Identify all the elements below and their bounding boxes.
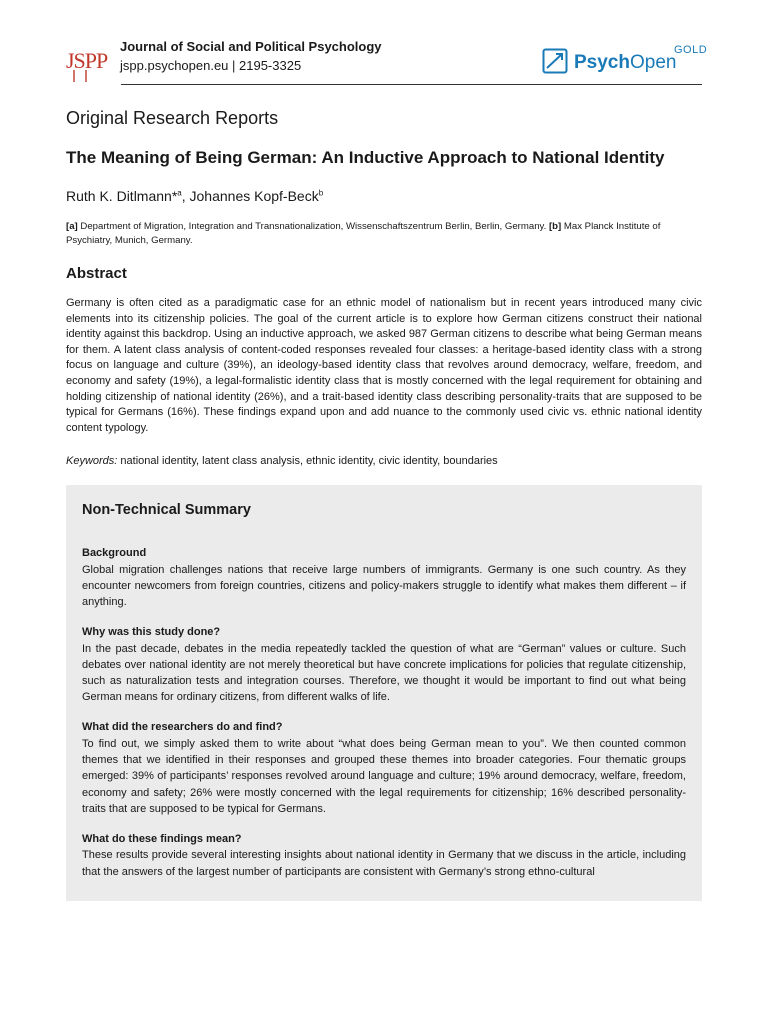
summary-section bbox=[82, 546, 686, 610]
summary-section-heading: What did the researchers do and find? bbox=[82, 721, 283, 734]
affiliations bbox=[66, 220, 702, 248]
journal-title[interactable]: Journal of Social and Political Psychology bbox=[120, 39, 382, 54]
summary-title: Non-Technical Summary bbox=[82, 502, 251, 518]
author-2-affil-mark: b bbox=[318, 188, 324, 198]
summary-section bbox=[82, 720, 686, 817]
summary-section-text: To find out, we simply asked them to write about “what does being German mean to you”. We then counted common themes that we identified in their responses and grouped these themes into broader categories. Four thematic groups emerged: 39% of participants’ responses revolved around language and culture; 19% around democracy, welfare, freedom, economy and safety; 26% were mostly concerned with the legal requirements for citizenship; 16% described personality-traits that are supposed to be typical for Germans. bbox=[82, 737, 686, 815]
header-divider bbox=[121, 84, 702, 85]
author-2-name[interactable]: Johannes Kopf-Beck bbox=[189, 188, 319, 204]
non-technical-summary-box bbox=[66, 485, 702, 901]
affil-b-text: Max Planck Institute of Psychiatry, Munich, Germany. bbox=[66, 221, 661, 246]
affil-a-text: Department of Migration, Integration and Transnationalization, Wissenschaftszentrum Berlin, Berlin, Germany. bbox=[80, 221, 547, 232]
abstract-heading: Abstract bbox=[66, 265, 127, 282]
psychopen-psych: Psych bbox=[574, 52, 630, 73]
summary-section-heading: What do these findings mean? bbox=[82, 832, 242, 845]
summary-section-heading: Background bbox=[82, 547, 147, 559]
author-1-marks: * bbox=[171, 188, 178, 204]
author-1-affil-mark: a bbox=[177, 188, 182, 198]
paper-title: The Meaning of Being German: An Inductive Approach to National Identity bbox=[66, 148, 665, 167]
affil-a-tag: [a] bbox=[66, 221, 78, 232]
psychopen-wordmark bbox=[574, 52, 676, 74]
abstract-text: Germany is often cited as a paradigmatic case for an ethnic model of nationalism but in recent years introduced many civic elements into its citizenship policies. The goal of the current article is to explore how German citizens construct their national identity against this backdrop. Using an inductive approach, we asked 987 German citizens to describe what being German means for them. A latent class analysis of content-coded responses revealed four classes: a heritage-based identity class with a strong focus on language and culture (39%), an ideology-based identity class that revolves around democracy, welfare, freedom, and economy and safety (19%), a legal-formalistic identity class that is mostly concerned with the legal requirement for obtaining and holding citizenship of national identity (26%), and a trait-based identity class describing personality-traits that are supposed to be typical for Germans (16%). These findings expand upon and add nuance to the commonly used civic vs. ethnic national identity content typology. bbox=[66, 297, 702, 434]
summary-section-heading: Why was this study done? bbox=[82, 626, 221, 639]
keywords bbox=[66, 454, 702, 469]
affil-b-tag: [b] bbox=[548, 221, 562, 232]
psychopen-open: Open bbox=[629, 52, 677, 73]
psychopen-book-icon bbox=[542, 48, 568, 74]
summary-section-text: These results provide several interesting insights about national identity in Germany that we discuss in the article, including that the answers of the largest number of participants are consistent with Germany’s strong ethno-cultural bbox=[82, 849, 686, 878]
summary-body bbox=[82, 546, 686, 895]
psychopen-gold-label: GOLD bbox=[674, 44, 708, 56]
author-separator: , bbox=[181, 188, 190, 204]
svg-text:JSPP: JSPP bbox=[66, 48, 108, 73]
jspp-logo[interactable] bbox=[66, 38, 112, 82]
summary-section-text: Global migration challenges nations that receive large numbers of immigrants. Germany is one such country. As they encounter newcomers from foreign countries, citizens and policy-makers struggle to identify what makes them different – if anything. bbox=[82, 563, 686, 608]
journal-header bbox=[66, 36, 708, 86]
summary-section bbox=[82, 832, 686, 880]
psychopen-gold-logo[interactable] bbox=[542, 44, 712, 82]
keywords-label: Keywords: bbox=[66, 455, 118, 467]
summary-section-text: In the past decade, debates in the media repeatedly tackled the question of what are “German” values or culture. Such debates over national identity are not merely theoretical but have concrete implications for policies that regulate citizenship, such as naturalization tests and integration courses. Therefore, we thought it would be important to find out what being German means for ordinary citizens, from different walks of life. bbox=[82, 642, 686, 704]
author-list bbox=[66, 188, 323, 204]
journal-url-issn[interactable]: jspp.psychopen.eu | 2195-3325 bbox=[120, 58, 302, 73]
author-1-name[interactable]: Ruth K. Ditlmann bbox=[66, 188, 172, 204]
summary-section bbox=[82, 625, 686, 705]
section-label: Original Research Reports bbox=[66, 108, 279, 128]
keywords-list: national identity, latent class analysis, ethnic identity, civic identity, boundaries bbox=[120, 455, 498, 467]
